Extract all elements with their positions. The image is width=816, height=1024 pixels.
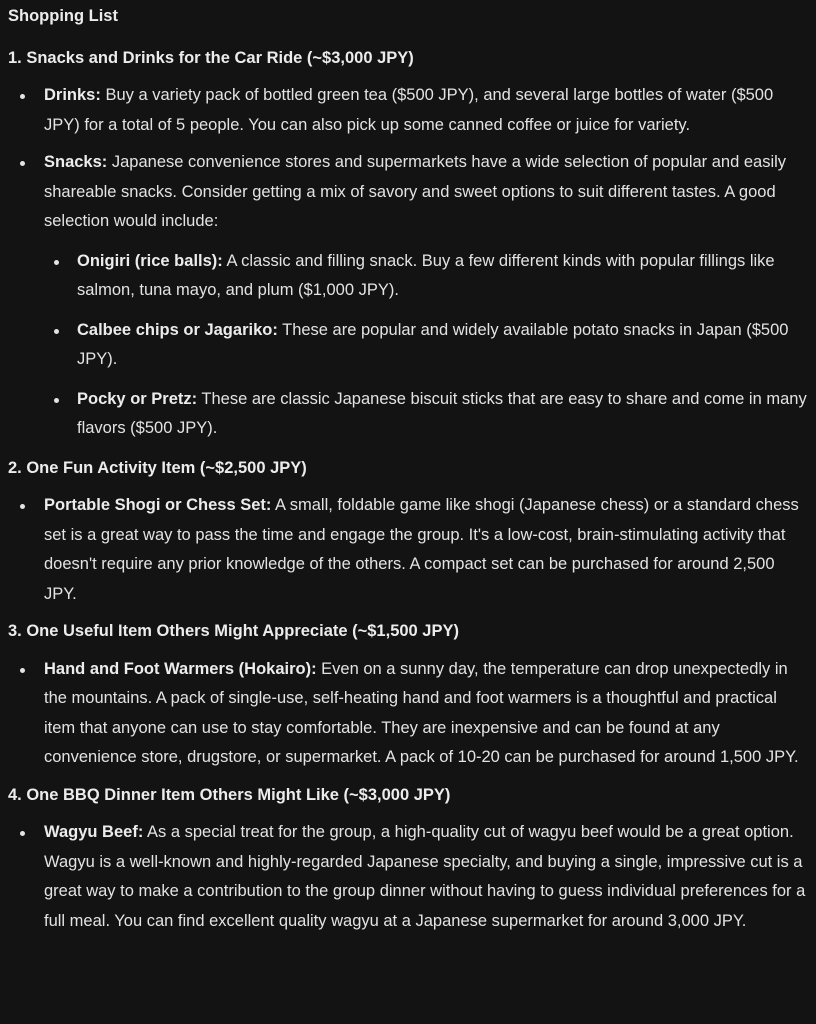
- item-term: Hand and Foot Warmers (Hokairo):: [44, 659, 317, 678]
- item-term: Snacks:: [44, 153, 108, 171]
- list-item-shogi: [8, 491, 808, 609]
- item-description: A classic and filling snack. Buy a few different kinds with popular fillings like salmon, tuna mayo, and plum ($1,000 JPY).: [77, 251, 775, 299]
- item-description: A small, foldable game like shogi (Japanese chess) or a standard chess set is a great way to pass the time and engage the group. It's a low-cost, brain-stimulating activity that doesn't require any prior knowledge of the others. A compact set can be purchased for around 2,500 JPY.: [44, 496, 799, 603]
- section-list-useful-item: [8, 655, 808, 773]
- item-description: Buy a variety pack of bottled green tea ($500 JPY), and several large bottles of water ($500 JPY) for a total of 5 people. You can also pick up some canned coffee or juice for variety.: [44, 86, 774, 134]
- list-item-warmers: [8, 655, 808, 773]
- sublist-item-onigiri: [44, 247, 808, 306]
- item-term: Wagyu Beef:: [44, 823, 144, 841]
- section-list-activity: [8, 491, 808, 609]
- section-heading-useful-item: 3. One Useful Item Others Might Appreciate (~$1,500 JPY): [8, 622, 459, 640]
- section-heading-activity: 2. One Fun Activity Item (~$2,500 JPY): [8, 458, 307, 477]
- snack-sublist: [44, 247, 808, 444]
- section-heading-snacks-drinks: 1. Snacks and Drinks for the Car Ride (~$3,000 JPY): [8, 48, 414, 67]
- item-description: These are classic Japanese biscuit sticks that are easy to share and come in many flavors ($500 JPY).: [77, 389, 807, 437]
- section-list-bbq: [8, 818, 808, 936]
- item-description: As a special treat for the group, a high-quality cut of wagyu beef would be a great option. Wagyu is a well-known and highly-regarded Japanese specialty, and buying a single, impressive cut is a great way to make a contribution to the group dinner without having to guess individual preferences for a full meal. You can find excellent quality wagyu at a Japanese supermarket for around 3,000 JPY.: [44, 823, 806, 930]
- item-description: Even on a sunny day, the temperature can drop unexpectedly in the mountains. A pack of single-use, self-heating hand and foot warmers is a thoughtful and practical item that anyone can use to stay comfortable. They are inexpensive and can be found at any convenience store, drugstore, or supermarket. A pack of 10-20 can be purchased for around 1,500 JPY.: [44, 659, 799, 766]
- list-item-wagyu: [8, 818, 808, 936]
- item-term: Drinks:: [44, 86, 101, 104]
- section-list-snacks-drinks: [8, 81, 808, 444]
- item-term: Portable Shogi or Chess Set:: [44, 496, 272, 514]
- sublist-item-calbee: [44, 316, 808, 375]
- item-term: Calbee chips or Jagariko:: [77, 320, 278, 339]
- item-term: Onigiri (rice balls):: [77, 251, 223, 270]
- page-title: Shopping List: [8, 7, 118, 25]
- sublist-item-pocky: [44, 385, 808, 444]
- item-description: These are popular and widely available potato snacks in Japan ($500 JPY).: [77, 320, 789, 368]
- item-description: Japanese convenience stores and supermarkets have a wide selection of popular and easily shareable snacks. Consider getting a mix of savory and sweet options to suit different tastes. A good selection would include:: [44, 153, 787, 230]
- item-term: Pocky or Pretz:: [77, 389, 198, 408]
- section-heading-bbq: 4. One BBQ Dinner Item Others Might Like (~$3,000 JPY): [8, 785, 451, 804]
- list-item-drinks: [8, 81, 808, 140]
- list-item-snacks: [8, 148, 808, 444]
